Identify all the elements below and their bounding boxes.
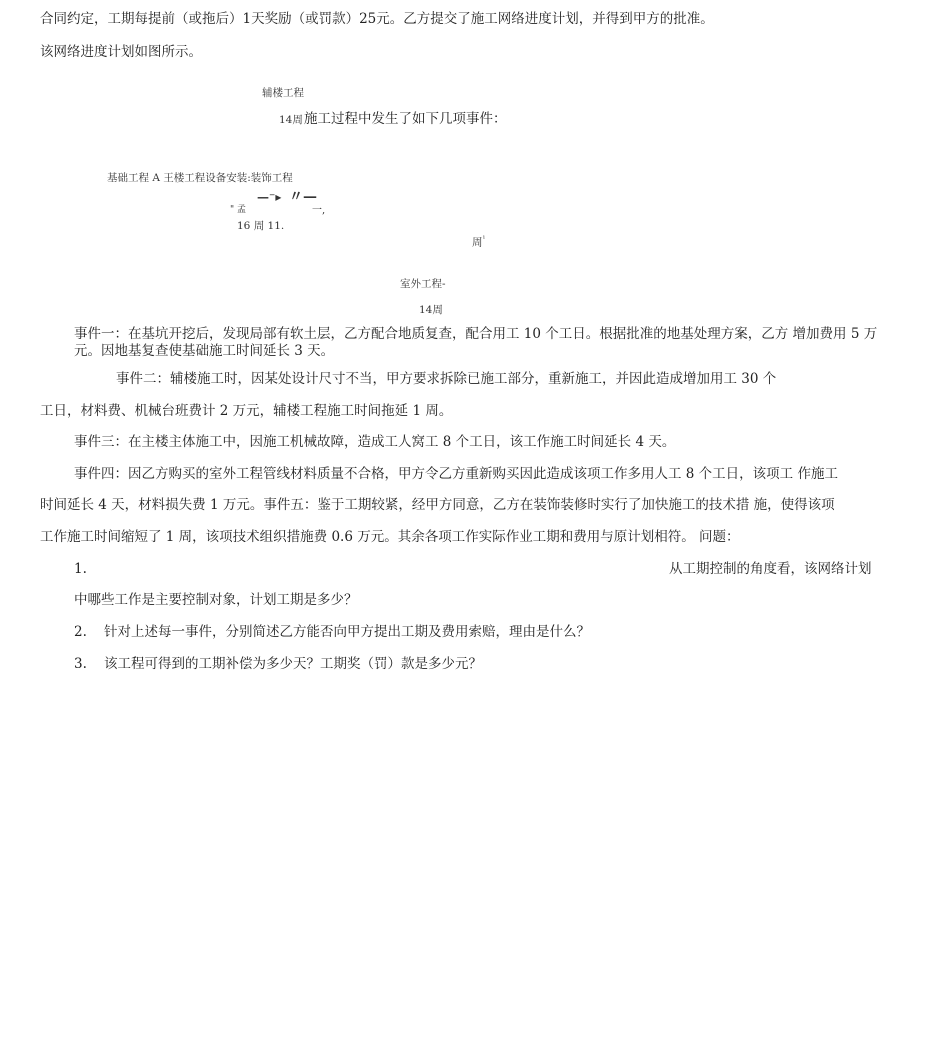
diagram-label-week-text: 周 bbox=[472, 236, 483, 249]
question-1-continuation: 中哪些工作是主要控制对象，计划工期是多少？ bbox=[74, 592, 358, 608]
event-1: 事件一：在基坑开挖后，发现局部有软土层，乙方配合地质复查，配合用工 10 个工日。根据批准的地基处理方案，乙方 增加费用 5 万元。因地基复查使基础施工时间延长 3 天。 bbox=[74, 326, 878, 359]
diagram-glyph-quote: " 孟 bbox=[230, 205, 247, 215]
event-4-line-2: 时间延长 4 天，材料损失费 1 万元。事件五：鉴于工期较紧，经甲方同意，乙方在装饰装修时实行了加快施工的技术措 施，使得该项 bbox=[40, 497, 835, 513]
diagram-label-week-sup: ¹ bbox=[482, 235, 486, 243]
diagram-label-fulou: 辅楼工程 bbox=[262, 87, 304, 99]
question-2: 2. 针对上述每一事件，分别简述乙方能否向甲方提出工期及费用索赔，理由是什么？ bbox=[74, 624, 591, 640]
event-4-line-1: 事件四：因乙方购买的室外工程管线材料质量不合格，甲方令乙方重新购买因此造成该项工作多用人工 8 个工日，该项工 作施工 bbox=[74, 466, 838, 482]
diagram-label-outdoor: 室外工程- bbox=[400, 278, 446, 290]
question-1-text-right: 从工期控制的角度看，该网络计划 bbox=[669, 561, 872, 577]
event-4-line-3: 工作施工时间缩短了 1 周，该项技术组织措施费 0.6 万元。其余各项工作实际作业工期和费用与原计划相符。 问题： bbox=[40, 529, 740, 545]
diagram-label-14weeks-a: 14周 bbox=[279, 114, 303, 126]
diagram-glyph-arrow: —⁻▸ bbox=[257, 190, 282, 204]
diagram-arrows bbox=[230, 188, 340, 216]
diagram-overlap-text: 施工过程中发生了如下几项事件： bbox=[304, 111, 507, 127]
event-2-line-2: 工日，材料费、机械台班费计 2 万元，辅楼工程施工时间拖延 1 周。 bbox=[40, 403, 453, 419]
diagram-label-week bbox=[472, 232, 485, 250]
question-3: 3. 该工程可得到的工期补偿为多少天？工期奖（罚）款是多少元？ bbox=[74, 656, 483, 672]
diagram-glyph-double: 〃— bbox=[289, 189, 317, 205]
event-2-line-1: 事件二：辅楼施工时，因某处设计尺寸不当，甲方要求拆除已施工部分，重新施工，并因此造成增加用工 30 个 bbox=[116, 371, 777, 387]
diagram-label-14weeks-b: 14周 bbox=[419, 304, 443, 316]
diagram-glyph-dash: 一, bbox=[312, 205, 326, 216]
question-1-number: 1. bbox=[74, 561, 87, 577]
intro-line-1: 合同约定，工期每提前（或拖后）1天奖励（或罚款）25元。乙方提交了施工网络进度计划，并得到甲方的批准。 bbox=[40, 11, 714, 27]
intro-line-2: 该网络进度计划如图所示。 bbox=[40, 44, 202, 60]
diagram-label-16weeks: 16 周 11. bbox=[237, 220, 285, 232]
diagram-label-chain: 基础工程 A 王楼工程设备安装:装饰工程 bbox=[107, 172, 293, 184]
event-3: 事件三：在主楼主体施工中，因施工机械故障，造成工人窝工 8 个工日，该工作施工时间延长 4 天。 bbox=[74, 434, 676, 450]
